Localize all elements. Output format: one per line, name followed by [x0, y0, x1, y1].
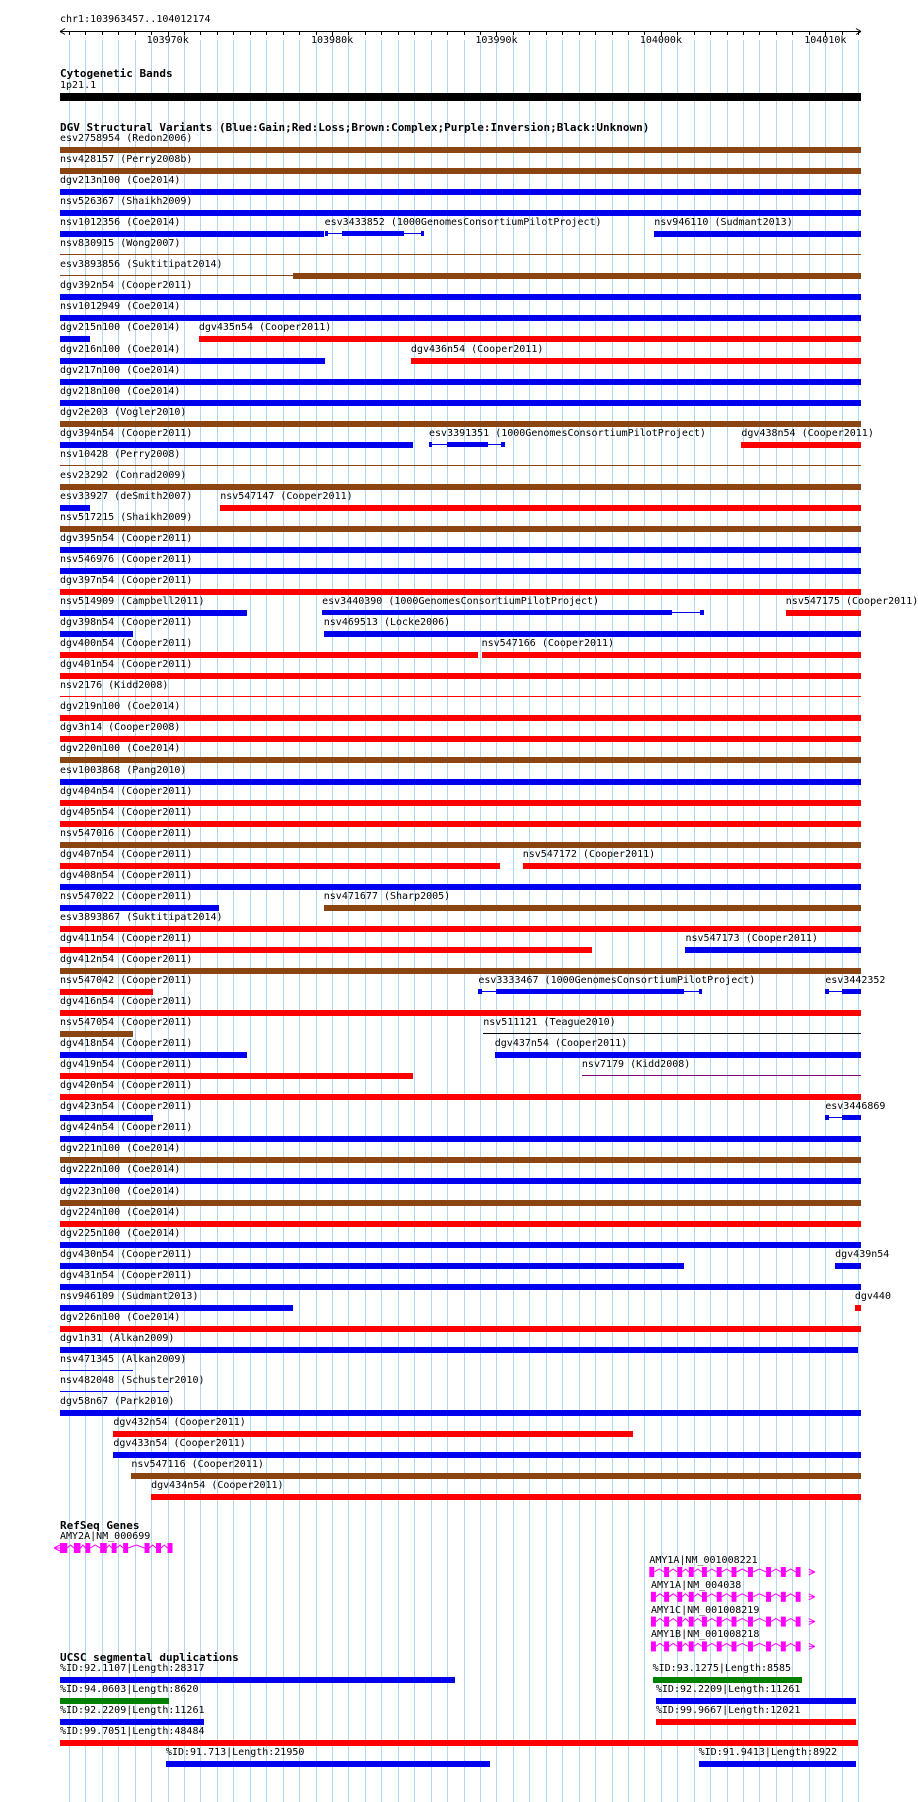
dgv-variant-dgv437n54-label: dgv437n54 (Cooper2011) [494, 1038, 628, 1050]
dgv-variant-nsv526367-label: nsv526367 (Shaikh2009) [60, 196, 193, 208]
dgv-variant-dgv433n54-label: dgv433n54 (Cooper2011) [113, 1438, 246, 1450]
segdup-id-92-2209-length-11261[interactable] [656, 1698, 857, 1704]
segdup-id-99-9667-length-12021-label: %ID:99.9667|Length:12021 [655, 1705, 801, 1717]
dgv-variant-dgv423n54-label: dgv423n54 (Cooper2011) [60, 1101, 193, 1113]
dgv-variant-nsv469513-label: nsv469513 (Locke2006) [323, 617, 451, 629]
dgv-variant-dgv394n54-label: dgv394n54 (Cooper2011) [60, 427, 193, 439]
segdup-id-99-7051-length-48484[interactable] [60, 1740, 858, 1746]
dgv-variant-nsv514909-label: nsv514909 (Campbell2011) [60, 596, 205, 608]
dgv-variant-nsv1012356-label: nsv1012356 (Coe2014) [60, 217, 181, 229]
dgv-variant-dgv431n54-label: dgv431n54 (Cooper2011) [60, 1269, 193, 1281]
cytoband-label: 1p21.1 [60, 80, 97, 91]
dgv-variant-dgv219n100-label: dgv219n100 (Coe2014) [60, 701, 181, 713]
ruler-tick-label: 104000k [639, 35, 682, 46]
dgv-variant-dgv223n100-label: dgv223n100 (Coe2014) [60, 1185, 181, 1197]
segdup-id-92-2209-length-11261-label: %ID:92.2209|Length:11261 [655, 1684, 801, 1696]
segdup-track-title: UCSC segmental duplications [60, 1651, 239, 1664]
dgv-variant-dgv398n54-label: dgv398n54 (Cooper2011) [60, 617, 193, 629]
dgv-variant-dgv416n54-label: dgv416n54 (Cooper2011) [60, 996, 193, 1008]
segdup-id-92-1107-length-28317-label: %ID:92.1107|Length:28317 [60, 1663, 205, 1674]
dgv-variant-nsv547042-label: nsv547042 (Cooper2011) [60, 975, 193, 986]
segdup-id-91-9413-length-8922[interactable] [699, 1761, 857, 1767]
segdup-id-92-1107-length-28317[interactable] [60, 1677, 455, 1683]
dgv-variant-dgv58n67-label: dgv58n67 (Park2010) [60, 1396, 175, 1407]
dgv-variant-nsv428157-label: nsv428157 (Perry2008b) [60, 154, 193, 166]
dgv-variant-dgv439n54-label: dgv439n54 [835, 1248, 890, 1260]
dgv-variant-dgv218n100-label: dgv218n100 (Coe2014) [60, 385, 181, 397]
dgv-variant-nsv511121-label: nsv511121 (Teague2010) [483, 1017, 616, 1029]
dgv-variant-esv3440390-label: esv3440390 (1000GenomesConsortiumPilotProject) [322, 596, 600, 608]
segdup-id-94-0603-length-8620[interactable] [60, 1698, 169, 1704]
dgv-variant-nsv546976-label: nsv546976 (Cooper2011) [60, 554, 193, 565]
ruler-tick-label: 103970k [146, 35, 189, 46]
dgv-variant-dgv424n54-label: dgv424n54 (Cooper2011) [60, 1122, 193, 1134]
dgv-variant-nsv471677-label: nsv471677 (Sharp2005) [323, 890, 451, 902]
dgv-variant-nsv1012949-label: nsv1012949 (Coe2014) [60, 301, 181, 313]
dgv-variant-dgv400n54-label: dgv400n54 (Cooper2011) [60, 638, 193, 650]
segdup-id-91-713-length-21950-label: %ID:91.713|Length:21950 [165, 1747, 305, 1759]
refseq-gene-amy1c-nm-001008219-label: AMY1C|NM_001008219 [650, 1604, 760, 1616]
dgv-variant-nsv547116-label: nsv547116 (Cooper2011) [131, 1459, 264, 1471]
segdup-id-93-1275-length-8585[interactable] [653, 1677, 803, 1683]
dgv-variant-nsv517215-label: nsv517215 (Shaikh2009) [60, 511, 193, 523]
dgv-variant-dgv222n100-label: dgv222n100 (Coe2014) [60, 1164, 181, 1176]
dgv-variant-esv3333467-label: esv3333467 (1000GenomesConsortiumPilotProject) [478, 975, 756, 986]
dgv-variant-dgv2e203-label: dgv2e203 (Vogler2010) [60, 406, 187, 418]
dgv-variant-nsv7179-label: nsv7179 (Kidd2008) [581, 1059, 691, 1071]
dgv-variant-dgv221n100-label: dgv221n100 (Coe2014) [60, 1143, 181, 1155]
dgv-variant-nsv547022-label: nsv547022 (Cooper2011) [60, 890, 193, 902]
dgv-variant-dgv3n14-label: dgv3n14 (Cooper2008) [60, 722, 181, 734]
segdup-id-99-9667-length-12021[interactable] [656, 1719, 857, 1725]
dgv-variant-nsv471345-label: nsv471345 (Alkan2009) [60, 1353, 187, 1365]
segdup-id-93-1275-length-8585-label: %ID:93.1275|Length:8585 [652, 1663, 792, 1674]
dgv-variant-esv23292-label: esv23292 (Conrad2009) [60, 469, 187, 481]
segdup-id-92-2209-length-11261[interactable] [60, 1719, 204, 1725]
dgv-variant-dgv392n54-label: dgv392n54 (Cooper2011) [60, 280, 193, 292]
dgv-variant-dgv1n31-label: dgv1n31 (Alkan2009) [60, 1332, 175, 1344]
segdup-id-94-0603-length-8620-label: %ID:94.0603|Length:8620 [60, 1684, 199, 1696]
segdup-id-92-2209-length-11261-label: %ID:92.2209|Length:11261 [60, 1705, 205, 1717]
dgv-variant-dgv418n54-label: dgv418n54 (Cooper2011) [60, 1038, 193, 1050]
dgv-variant-dgv217n100-label: dgv217n100 (Coe2014) [60, 364, 181, 376]
dgv-variant-dgv407n54-label: dgv407n54 (Cooper2011) [60, 848, 193, 860]
dgv-variant-dgv397n54-label: dgv397n54 (Cooper2011) [60, 575, 193, 587]
dgv-variant-esv3893867-label: esv3893867 (Suktitipat2014) [60, 911, 223, 923]
dgv-variant-nsv482048-label: nsv482048 (Schuster2010) [60, 1374, 205, 1386]
dgv-variant-nsv547173-label: nsv547173 (Cooper2011) [685, 932, 818, 944]
dgv-variant-dgv401n54-label: dgv401n54 (Cooper2011) [60, 659, 193, 671]
dgv-variant-nsv10428-label: nsv10428 (Perry2008) [60, 448, 181, 460]
dgv-variant-nsv830915-label: nsv830915 (Wong2007) [60, 238, 181, 250]
dgv-variant-esv3446869-label: esv3446869 [825, 1101, 886, 1113]
dgv-variant-dgv404n54-label: dgv404n54 (Cooper2011) [60, 785, 193, 797]
ruler-tick-label: 103980k [310, 35, 354, 46]
dgv-variant-dgv420n54-label: dgv420n54 (Cooper2011) [60, 1080, 193, 1092]
dgv-variant-dgv438n54-label: dgv438n54 (Cooper2011) [741, 427, 874, 439]
segdup-id-99-7051-length-48484-label: %ID:99.7051|Length:48484 [60, 1726, 205, 1738]
dgv-variant-dgv432n54-label: dgv432n54 (Cooper2011) [113, 1417, 246, 1429]
region-label: chr1:103963457..104012174 [60, 14, 211, 25]
dgv-variant-dgv220n100-label: dgv220n100 (Coe2014) [60, 743, 181, 755]
dgv-variant-dgv216n100-label: dgv216n100 (Coe2014) [60, 343, 181, 355]
dgv-variant-dgv419n54-label: dgv419n54 (Cooper2011) [60, 1059, 193, 1071]
dgv-variant-esv3442352-label: esv3442352 [825, 975, 886, 986]
dgv-variant-nsv547054-label: nsv547054 (Cooper2011) [60, 1017, 193, 1029]
refseq-gene-amy2a-nm-000699-label: AMY2A|NM_000699 [60, 1531, 151, 1542]
dgv-variant-dgv440-label: dgv440 [854, 1290, 891, 1302]
refseq-track-title: RefSeq Genes [60, 1519, 140, 1532]
dgv-variant-dgv213n100-label: dgv213n100 (Coe2014) [60, 175, 181, 187]
cytoband-track-title: Cytogenetic Bands [60, 67, 173, 80]
dgv-variant-nsv547016-label: nsv547016 (Cooper2011) [60, 827, 193, 839]
dgv-variant-esv1003868-label: esv1003868 (Pang2010) [60, 764, 187, 776]
dgv-variant-dgv435n54-label: dgv435n54 (Cooper2011) [198, 322, 332, 334]
dgv-variant-dgv412n54-label: dgv412n54 (Cooper2011) [60, 953, 193, 965]
refseq-gene-amy1a-nm-001008221-label: AMY1A|NM_001008221 [649, 1555, 758, 1566]
dgv-variant-dgv224n100-label: dgv224n100 (Coe2014) [60, 1206, 181, 1218]
segdup-id-91-9413-length-8922-label: %ID:91.9413|Length:8922 [698, 1747, 838, 1759]
dgv-variant-nsv547166-label: nsv547166 (Cooper2011) [481, 638, 615, 650]
dgv-variant-dgv411n54-label: dgv411n54 (Cooper2011) [60, 932, 193, 944]
dgv-variant-nsv547175-label: nsv547175 (Cooper2011) [785, 596, 918, 608]
dgv-variant-nsv946109-label: nsv946109 (Sudmant2013) [60, 1290, 199, 1302]
dgv-variant-dgv434n54-label: dgv434n54 (Cooper2011) [151, 1480, 284, 1492]
dgv-variant-esv3893856-label: esv3893856 (Suktitipat2014) [60, 259, 223, 271]
refseq-gene-amy1a-nm-004038-label: AMY1A|NM_004038 [650, 1579, 742, 1591]
refseq-gene-amy1b-nm-001008218-label: AMY1B|NM_001008218 [650, 1629, 760, 1641]
dgv-variant-dgv226n100-label: dgv226n100 (Coe2014) [60, 1311, 181, 1323]
dgv-variant-nsv946110-label: nsv946110 (Sudmant2013) [654, 217, 793, 229]
dgv-variant-dgv395n54-label: dgv395n54 (Cooper2011) [60, 532, 193, 544]
dgv-variant-dgv436n54-label: dgv436n54 (Cooper2011) [410, 343, 544, 355]
dgv-variant-dgv215n100-label: dgv215n100 (Coe2014) [60, 322, 181, 334]
ruler-tick-label: 103990k [475, 35, 518, 46]
dgv-variant-dgv408n54-label: dgv408n54 (Cooper2011) [60, 869, 193, 881]
dgv-variant-dgv430n54-label: dgv430n54 (Cooper2011) [60, 1248, 193, 1260]
dgv-variant-esv3391351-label: esv3391351 (1000GenomesConsortiumPilotProject) [429, 427, 706, 439]
dgv-variant-esv33927-label: esv33927 (deSmith2007) [60, 490, 193, 502]
dgv-variant-nsv2176-label: nsv2176 (Kidd2008) [60, 680, 169, 692]
ruler-tick-label: 104010k [804, 35, 847, 46]
dgv-variant-nsv547172-label: nsv547172 (Cooper2011) [522, 848, 656, 860]
dgv-variant-dgv225n100-label: dgv225n100 (Coe2014) [60, 1227, 181, 1239]
dgv-variant-esv2758954-label: esv2758954 (Redon2006) [60, 133, 193, 144]
segdup-id-91-713-length-21950[interactable] [166, 1761, 490, 1767]
dgv-variant-dgv405n54-label: dgv405n54 (Cooper2011) [60, 806, 193, 818]
dgv-track-title: DGV Structural Variants (Blue:Gain;Red:Loss;Brown:Complex;Purple:Inversion;Black:Unknown) [60, 121, 650, 134]
dgv-variant-esv3433852-label: esv3433852 (1000GenomesConsortiumPilotProject) [324, 217, 602, 229]
dgv-variant-nsv547147-label: nsv547147 (Cooper2011) [220, 490, 353, 502]
